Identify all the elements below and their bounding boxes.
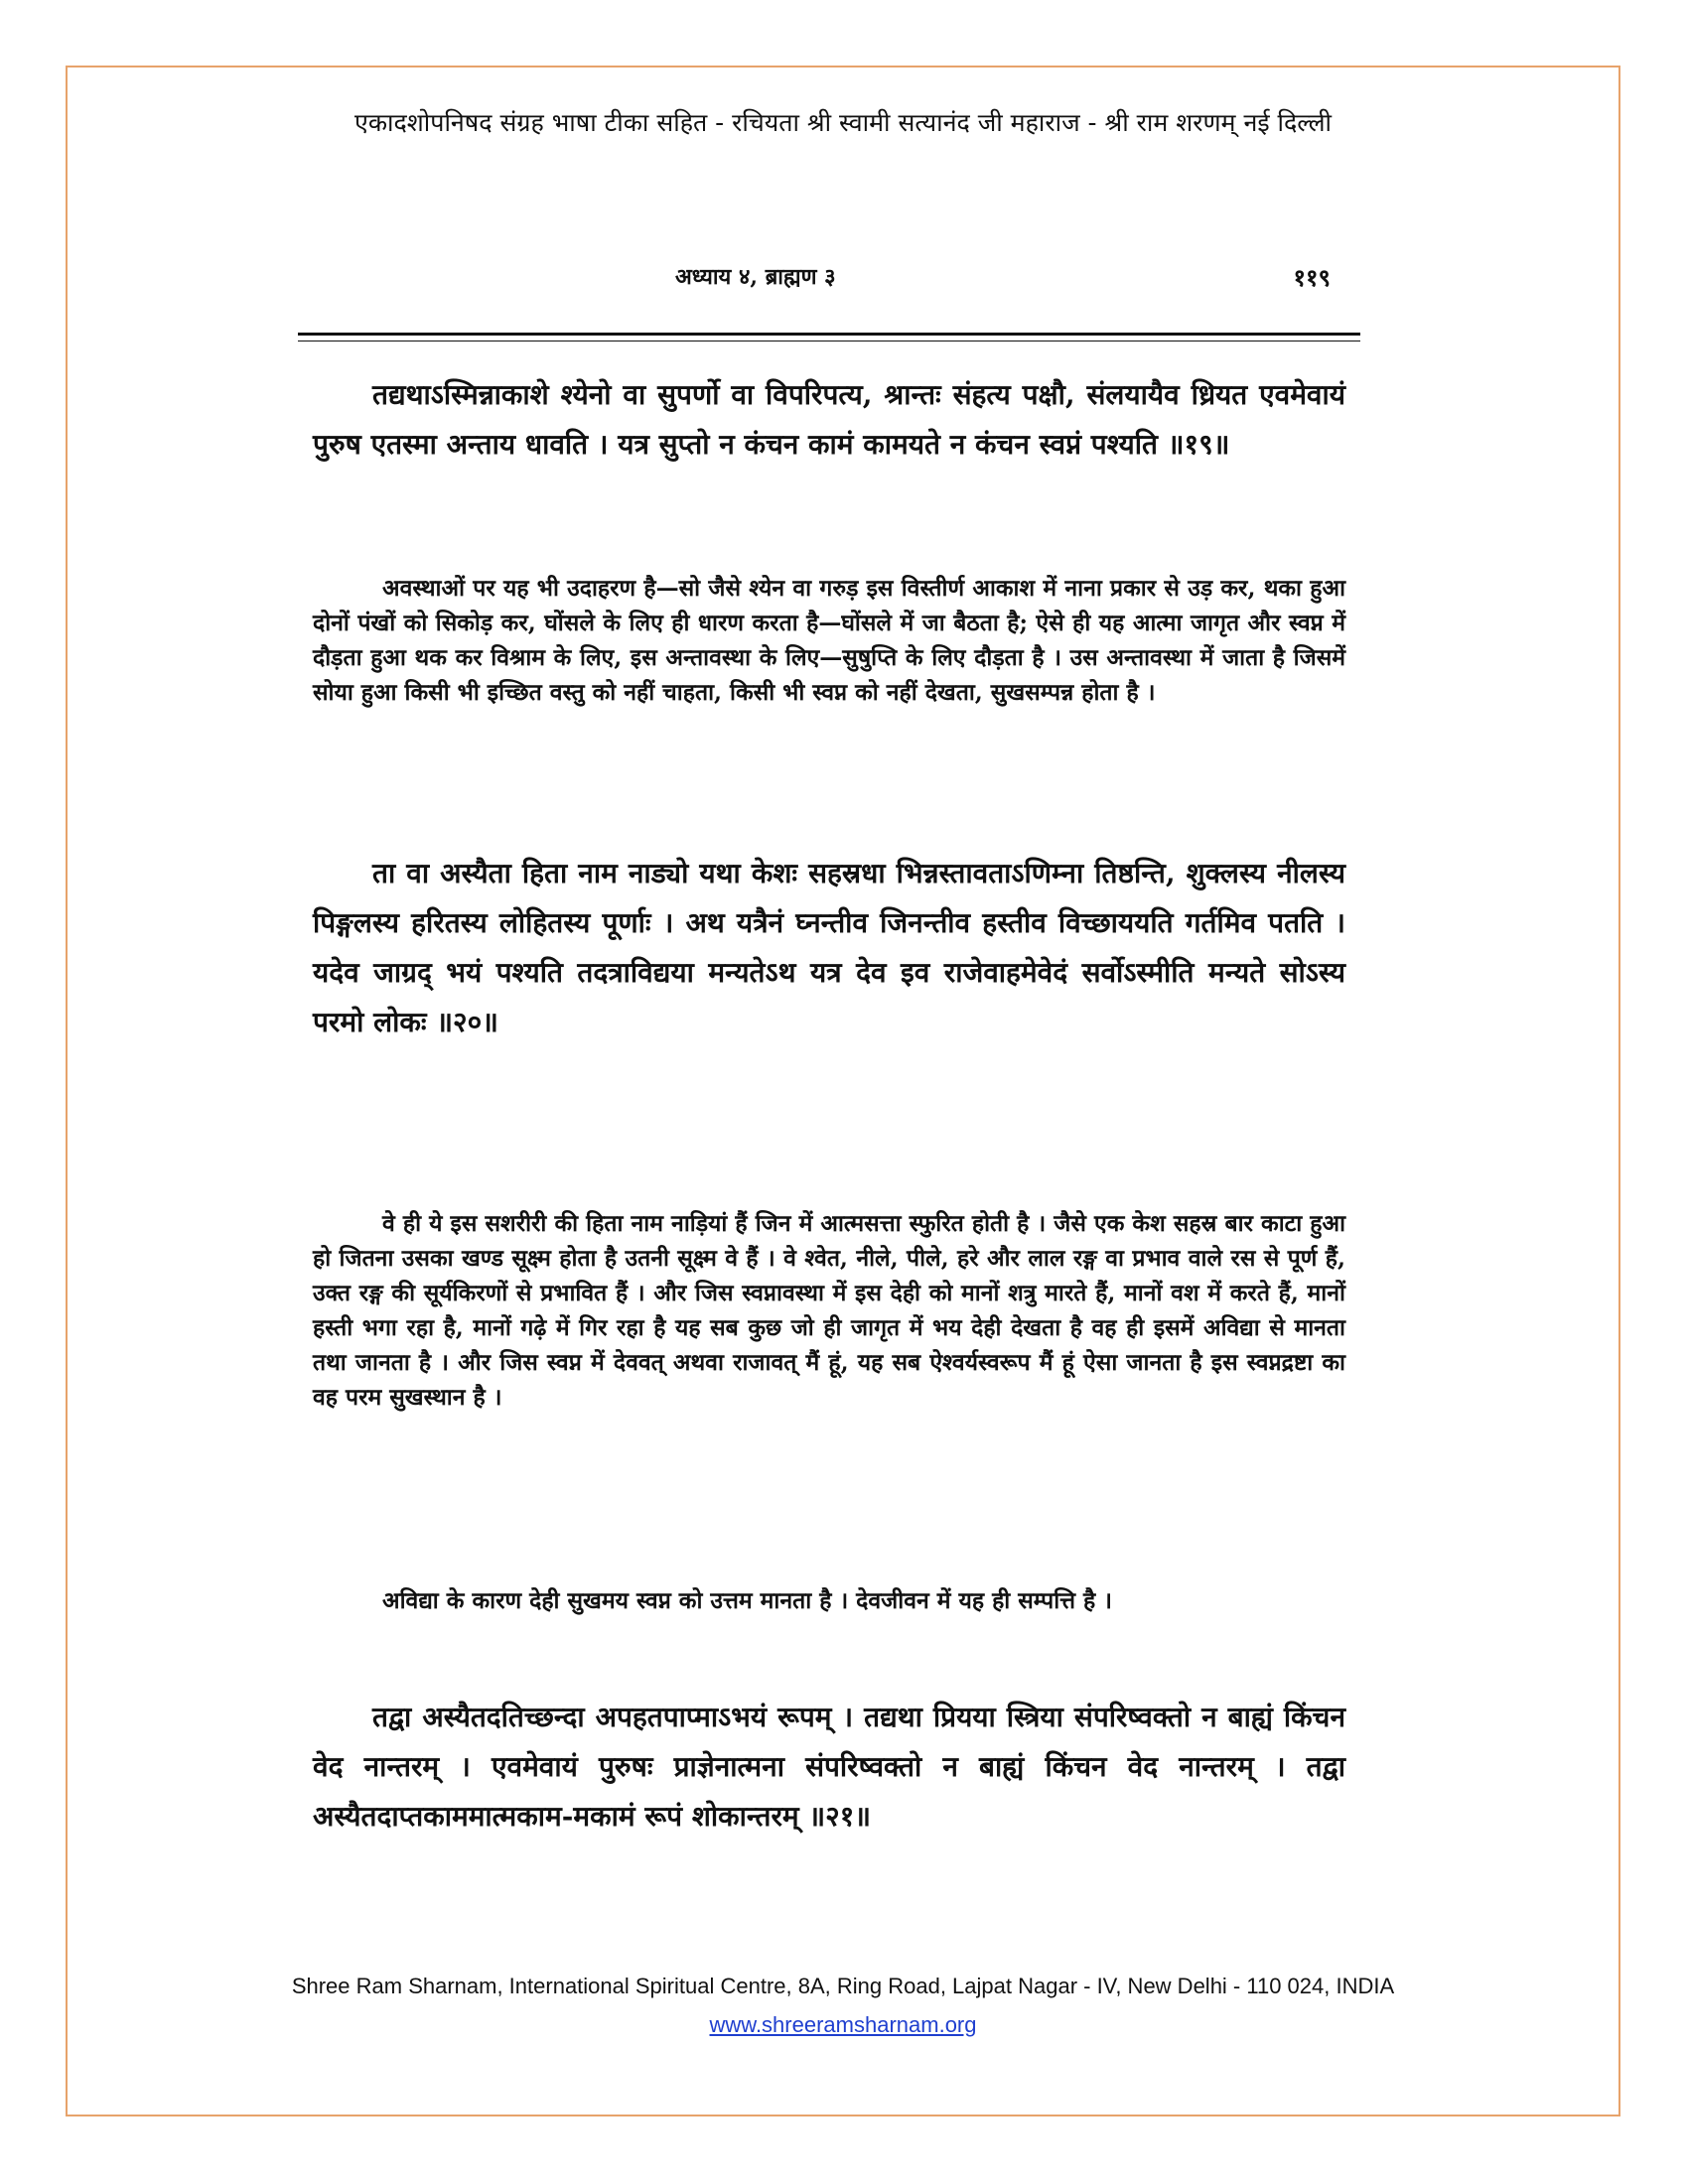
commentary-19 xyxy=(313,571,1345,710)
commentary-20 xyxy=(313,1206,1345,1415)
website-link[interactable]: www.shreeramsharnam.org xyxy=(709,2012,977,2037)
verse-20-text: ता वा अस्यैता हिता नाम नाड्यो यथा केशः सहस्रधा भिन्नस्तावताऽणिम्ना तिष्ठन्ति, शुक्लस्य नीलस्य पिङ्गलस्य हरितस्य लोहितस्य पूर्णाः । अथ यत्रैनं घ्नन्तीव जिनन्तीव हस्तीव विच्छाययति गर्तमिव पतति । यदेव जाग्रद् भयं पश्यति तदत्राविद्यया मन्यतेऽथ यत्र देव इव राजेवाहमेवेदं सर्वोऽस्मीति मन्यते सोऽस्य परमो लोकः ॥२०॥ xyxy=(313,857,1345,1038)
verse-19 xyxy=(313,370,1345,470)
header-rule-thick xyxy=(298,333,1360,336)
page-number: ११९ xyxy=(1293,263,1331,292)
footer-address: Shree Ram Sharnam, International Spiritual Centre, 8A, Ring Road, Lajpat Nagar - IV, New Delhi - 110 024, INDIA xyxy=(291,1974,1395,1998)
commentary-20-text: वे ही ये इस सशरीरी की हिता नाम नाड़ियां हैं जिन में आत्मसत्ता स्फुरित होती है । जैसे एक केश सहस्र बार काटा हुआ हो जितना उसका खण्ड सूक्ष्म होता है उतनी सूक्ष्म वे हैं । वे श्वेत, नीले, पीले, हरे और लाल रङ्ग वा प्रभाव वाले रस से पूर्ण हैं, उक्त रङ्ग की सूर्यकिरणों से प्रभावित हैं । और जिस स्वप्नावस्था में इस देही को मानों शत्रु मारते हैं, मानों वश में करते हैं, मानों हस्ती भगा रहा है, मानों गढ़े में गिर रहा है यह सब कुछ जो ही जागृत में भय देही देखता है वह ही इसमें अविद्या से मानता तथा जानता है । और जिस स्वप्न में देववत् अथवा राजावत् मैं हूं, यह सब ऐश्वर्यस्वरूप मैं हूं ऐसा जानता है इस स्वप्नद्रष्टा का वह परम सुखस्थान है । xyxy=(313,1210,1345,1411)
footer-website xyxy=(66,2012,1620,2038)
chapter-section-title: अध्याय ४, ब्राह्मण ३ xyxy=(675,264,836,290)
page-header-title: एकादशोपनिषद संग्रह भाषा टीका सहित - रचियता श्री स्वामी सत्यानंद जी महाराज - श्री राम शरणम् नई दिल्ली xyxy=(354,108,1332,137)
commentary-20-note-text: अविद्या के कारण देही सुखमय स्वप्न को उत्तम मानता है । देवजीवन में यह ही सम्पत्ति है । xyxy=(382,1587,1112,1614)
scanned-page xyxy=(298,253,1360,1961)
running-head xyxy=(298,261,1360,301)
commentary-19-text: अवस्थाओं पर यह भी उदाहरण है—सो जैसे श्येन वा गरुड़ इस विस्तीर्ण आकाश में नाना प्रकार से उड़ कर, थका हुआ दोनों पंखों को सिकोड़ कर, घोंसले के लिए ही धारण करता है—घोंसले में जा बैठता है; ऐसे ही यह आत्मा जागृत और स्वप्न में दौड़ता हुआ थक कर विश्राम के लिए, इस अन्तावस्था के लिए—सुषुप्ति के लिए दौड़ता है । उस अन्तावस्था में जाता है जिसमें सोया हुआ किसी भी इच्छित वस्तु को नहीं चाहता, किसी भी स्वप्न को नहीं देखता, सुखसम्पन्न होता है । xyxy=(313,575,1345,706)
commentary-20-note xyxy=(313,1583,1345,1618)
verse-20 xyxy=(313,849,1345,1047)
verse-21 xyxy=(313,1693,1345,1842)
verse-19-text: तद्यथाऽस्मिन्नाकाशे श्येनो वा सुपर्णो वा विपरिपत्य, श्रान्तः संहत्य पक्षौ, संलयायैव ध्रियत एवमेवायं पुरुष एतस्मा अन्ताय धावति । यत्र सुप्तो न कंचन कामं कामयते न कंचन स्वप्नं पश्यति ॥१९॥ xyxy=(313,378,1345,461)
verse-21-text: तद्वा अस्यैतदतिच्छन्दा अपहतपाप्माऽभयं रूपम् । तद्यथा प्रियया स्त्रिया संपरिष्वक्तो न बाह्यं किंचन वेद नान्तरम् । एवमेवायं पुरुषः प्राज्ञेनात्मना संपरिष्वक्तो न बाह्यं किंचन वेद नान्तरम् । तद्वा अस्यैतदाप्तकाममात्मकाम-मकामं रूपं शोकान्तरम् ॥२१॥ xyxy=(313,1701,1345,1833)
